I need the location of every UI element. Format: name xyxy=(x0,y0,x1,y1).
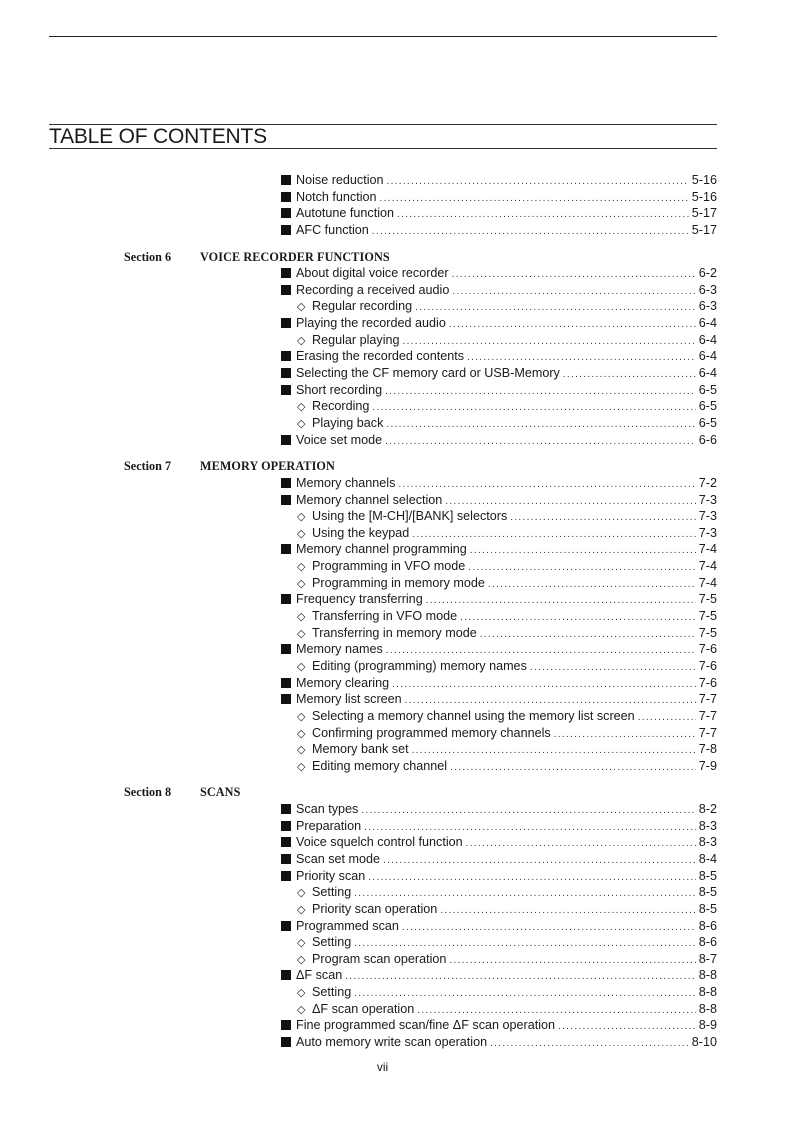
toc-entry-label: Programmed scan xyxy=(296,918,399,933)
toc-entry-label: Memory list screen xyxy=(296,692,402,707)
toc-entry-label: Programming in memory mode xyxy=(312,575,485,590)
toc-entry-page: 7-5 xyxy=(698,625,717,640)
toc-entry-page: 6-3 xyxy=(698,299,717,314)
toc-entry-page: 7-7 xyxy=(698,708,717,723)
toc-entry-label: Selecting a memory channel using the memory list screen xyxy=(312,708,635,723)
toc-entry-page: 7-7 xyxy=(698,692,717,707)
square-bullet-icon xyxy=(281,268,291,278)
toc-entry-page: 8-5 xyxy=(698,885,717,900)
toc-entry-label: Recording xyxy=(312,399,370,414)
table-of-contents xyxy=(0,172,793,1051)
square-bullet-icon xyxy=(281,318,291,328)
dot-leader xyxy=(450,760,696,777)
toc-entry xyxy=(0,625,793,642)
toc-entry-label: Playing the recorded audio xyxy=(296,316,446,331)
toc-entry-page: 7-3 xyxy=(698,525,717,540)
toc-entry-label: Priority scan xyxy=(296,868,366,883)
toc-entry-label: AFC function xyxy=(296,222,369,237)
toc-entry-page: 6-6 xyxy=(698,432,717,447)
toc-entry xyxy=(0,834,793,851)
section-heading xyxy=(0,784,793,801)
toc-section xyxy=(0,458,793,774)
square-bullet-icon xyxy=(281,644,291,654)
square-bullet-icon xyxy=(281,804,291,814)
toc-entry-label: Voice set mode xyxy=(296,432,383,447)
toc-section xyxy=(0,249,793,449)
toc-entry-label: Short recording xyxy=(296,382,383,397)
toc-entry-page: 5-17 xyxy=(691,206,717,221)
section-number: Section 7 xyxy=(124,459,172,474)
toc-entry xyxy=(0,741,793,758)
toc-entry-page: 7-4 xyxy=(698,575,717,590)
toc-entry xyxy=(0,525,793,542)
page-footer xyxy=(0,1060,793,1074)
toc-entry xyxy=(0,984,793,1001)
toc-entry-label: Scan types xyxy=(296,802,359,817)
toc-entry-page: 7-4 xyxy=(698,559,717,574)
square-bullet-icon xyxy=(281,368,291,378)
toc-entry-page: 8-5 xyxy=(698,868,717,883)
toc-entry-page: 8-3 xyxy=(698,835,717,850)
toc-entry-page: 8-4 xyxy=(698,851,717,866)
toc-entry xyxy=(0,398,793,415)
toc-entry-page: 8-8 xyxy=(698,968,717,983)
toc-entry-label: Fine programmed scan/fine ΔF scan operation xyxy=(296,1018,556,1033)
toc-entry-label: Frequency transferring xyxy=(296,592,423,607)
diamond-bullet-icon: ◇ xyxy=(297,744,306,757)
square-bullet-icon xyxy=(281,871,291,881)
toc-entry xyxy=(0,172,793,189)
square-bullet-icon xyxy=(281,495,291,505)
square-bullet-icon xyxy=(281,285,291,295)
diamond-bullet-icon: ◇ xyxy=(297,627,306,640)
toc-entry-page: 8-10 xyxy=(691,1035,717,1050)
square-bullet-icon xyxy=(281,970,291,980)
toc-entry-label: Regular playing xyxy=(312,332,400,347)
toc-entry xyxy=(0,934,793,951)
square-bullet-icon xyxy=(281,1020,291,1030)
toc-entry-page: 7-3 xyxy=(698,509,717,524)
toc-entry-label: Programming in VFO mode xyxy=(312,559,466,574)
toc-entry xyxy=(0,818,793,835)
diamond-bullet-icon: ◇ xyxy=(297,417,306,430)
toc-entry-line xyxy=(281,1034,717,1053)
toc-entry-page: 7-2 xyxy=(698,475,717,490)
toc-entry-label: Memory channel selection xyxy=(296,492,443,507)
toc-entry xyxy=(0,508,793,525)
square-bullet-icon xyxy=(281,192,291,202)
toc-section xyxy=(0,784,793,1050)
toc-entry-label: About digital voice recorder xyxy=(296,266,449,281)
toc-entry-page: 8-6 xyxy=(698,935,717,950)
toc-entry-label: Selecting the CF memory card or USB-Memory xyxy=(296,366,560,381)
toc-entry-page: 7-6 xyxy=(698,675,717,690)
toc-entry xyxy=(0,658,793,675)
toc-entry-label: Notch function xyxy=(296,189,377,204)
toc-entry xyxy=(0,265,793,282)
square-bullet-icon xyxy=(281,385,291,395)
toc-entry xyxy=(0,382,793,399)
toc-entry-page: 7-6 xyxy=(698,658,717,673)
toc-entry xyxy=(0,432,793,449)
toc-entry-page: 6-4 xyxy=(698,316,717,331)
square-bullet-icon xyxy=(281,544,291,554)
toc-entry-line xyxy=(281,222,717,241)
toc-entry xyxy=(0,298,793,315)
toc-entry xyxy=(0,608,793,625)
toc-entry xyxy=(0,315,793,332)
toc-entry xyxy=(0,918,793,935)
toc-entry-page: 8-2 xyxy=(698,802,717,817)
diamond-bullet-icon: ◇ xyxy=(297,760,306,773)
diamond-bullet-icon: ◇ xyxy=(297,727,306,740)
toc-entry xyxy=(0,558,793,575)
toc-entry-page: 7-3 xyxy=(698,492,717,507)
toc-entry xyxy=(0,675,793,692)
continued-block xyxy=(0,172,793,239)
square-bullet-icon xyxy=(281,208,291,218)
toc-entry-label: Auto memory write scan operation xyxy=(296,1035,488,1050)
diamond-bullet-icon: ◇ xyxy=(297,401,306,414)
toc-entry-page: 8-8 xyxy=(698,1001,717,1016)
diamond-bullet-icon: ◇ xyxy=(297,953,306,966)
toc-entry xyxy=(0,189,793,206)
square-bullet-icon xyxy=(281,478,291,488)
toc-entry xyxy=(0,901,793,918)
diamond-bullet-icon: ◇ xyxy=(297,937,306,950)
toc-entry-label: Program scan operation xyxy=(312,951,447,966)
square-bullet-icon xyxy=(281,694,291,704)
toc-entry-label: Playing back xyxy=(312,415,384,430)
toc-entry-label: Erasing the recorded contents xyxy=(296,349,465,364)
toc-entry xyxy=(0,282,793,299)
toc-entry-page: 8-3 xyxy=(698,818,717,833)
section-heading xyxy=(0,249,793,266)
dot-leader xyxy=(372,224,689,241)
toc-entry-page: 7-5 xyxy=(698,592,717,607)
toc-entry-page: 6-3 xyxy=(698,282,717,297)
toc-entry-page: 5-17 xyxy=(691,222,717,237)
toc-entry-label: Transferring in memory mode xyxy=(312,625,477,640)
toc-entry-label: Setting xyxy=(312,885,352,900)
square-bullet-icon xyxy=(281,435,291,445)
square-bullet-icon xyxy=(281,594,291,604)
toc-entry-label: Transferring in VFO mode xyxy=(312,609,458,624)
toc-entry xyxy=(0,575,793,592)
toc-entry-label: Memory clearing xyxy=(296,675,390,690)
square-bullet-icon xyxy=(281,821,291,831)
toc-entry xyxy=(0,541,793,558)
toc-entry-page: 6-4 xyxy=(698,349,717,364)
toc-entry-label: ΔF scan xyxy=(296,968,343,983)
section-number: Section 8 xyxy=(124,785,172,800)
diamond-bullet-icon: ◇ xyxy=(297,1003,306,1016)
square-bullet-icon xyxy=(281,1037,291,1047)
diamond-bullet-icon: ◇ xyxy=(297,660,306,673)
toc-entry xyxy=(0,205,793,222)
toc-entry-page: 5-16 xyxy=(691,189,717,204)
toc-entry xyxy=(0,725,793,742)
toc-entry xyxy=(0,415,793,432)
toc-entry-label: ΔF scan operation xyxy=(312,1001,415,1016)
diamond-bullet-icon: ◇ xyxy=(297,611,306,624)
toc-entry xyxy=(0,222,793,239)
section-title: VOICE RECORDER FUNCTIONS xyxy=(200,249,390,264)
toc-entry xyxy=(0,691,793,708)
toc-entry-page: 6-5 xyxy=(698,399,717,414)
toc-entry-page: 6-2 xyxy=(698,266,717,281)
top-rule xyxy=(49,36,717,37)
square-bullet-icon xyxy=(281,351,291,361)
toc-entry-label: Using the [M-CH]/[BANK] selectors xyxy=(312,509,508,524)
toc-entry-label: Editing memory channel xyxy=(312,758,448,773)
toc-entry xyxy=(0,758,793,775)
toc-entry-label: Regular recording xyxy=(312,299,413,314)
toc-entry-page: 7-5 xyxy=(698,609,717,624)
dot-leader xyxy=(490,1036,689,1053)
toc-entry xyxy=(0,967,793,984)
diamond-bullet-icon: ◇ xyxy=(297,710,306,723)
toc-entry-label: Using the keypad xyxy=(312,525,410,540)
toc-entry xyxy=(0,492,793,509)
toc-entry-label: Scan set mode xyxy=(296,851,381,866)
page-number: vii xyxy=(376,1060,389,1074)
toc-entry-page: 8-6 xyxy=(698,918,717,933)
diamond-bullet-icon: ◇ xyxy=(297,903,306,916)
diamond-bullet-icon: ◇ xyxy=(297,511,306,524)
diamond-bullet-icon: ◇ xyxy=(297,527,306,540)
toc-entry-page: 7-9 xyxy=(698,758,717,773)
toc-entry-label: Noise reduction xyxy=(296,173,384,187)
toc-entry-label: Confirming programmed memory channels xyxy=(312,725,551,740)
toc-entry xyxy=(0,951,793,968)
toc-entry-page: 6-5 xyxy=(698,382,717,397)
diamond-bullet-icon: ◇ xyxy=(297,561,306,574)
section-heading xyxy=(0,458,793,475)
toc-entry-label: Memory channels xyxy=(296,475,396,490)
page-title: TABLE OF CONTENTS xyxy=(49,124,717,149)
toc-entry-page: 7-4 xyxy=(698,542,717,557)
toc-entry-page: 6-4 xyxy=(698,366,717,381)
toc-entry xyxy=(0,591,793,608)
toc-entry xyxy=(0,708,793,725)
toc-entry-label: Priority scan operation xyxy=(312,901,438,916)
toc-entry-label: Memory channel programming xyxy=(296,542,467,557)
toc-entry-page: 7-7 xyxy=(698,725,717,740)
diamond-bullet-icon: ◇ xyxy=(297,334,306,347)
toc-entry-page: 6-4 xyxy=(698,332,717,347)
toc-entry-label: Editing (programming) memory names xyxy=(312,658,527,673)
diamond-bullet-icon: ◇ xyxy=(297,301,306,314)
toc-entry-page: 8-5 xyxy=(698,901,717,916)
toc-entry xyxy=(0,641,793,658)
square-bullet-icon xyxy=(281,678,291,688)
toc-entry-page: 8-8 xyxy=(698,985,717,1000)
toc-entry-label: Setting xyxy=(312,935,352,950)
toc-entry-page: 8-9 xyxy=(698,1018,717,1033)
toc-entry xyxy=(0,868,793,885)
diamond-bullet-icon: ◇ xyxy=(297,987,306,1000)
toc-entry xyxy=(0,348,793,365)
toc-entry-label: Memory bank set xyxy=(312,742,409,757)
toc-entry-label: Voice squelch control function xyxy=(296,835,463,850)
square-bullet-icon xyxy=(281,837,291,847)
toc-entry-line xyxy=(281,432,717,451)
toc-entry xyxy=(0,801,793,818)
square-bullet-icon xyxy=(281,225,291,235)
toc-entry-page: 6-5 xyxy=(698,415,717,430)
toc-entry xyxy=(0,475,793,492)
toc-entry xyxy=(0,884,793,901)
toc-entry xyxy=(0,1001,793,1018)
square-bullet-icon xyxy=(281,854,291,864)
toc-entry-line xyxy=(297,758,717,777)
toc-entry-label: Setting xyxy=(312,985,352,1000)
diamond-bullet-icon: ◇ xyxy=(297,887,306,900)
toc-entry-label: Memory names xyxy=(296,642,383,657)
toc-entry xyxy=(0,365,793,382)
square-bullet-icon xyxy=(281,921,291,931)
toc-entry xyxy=(0,1034,793,1051)
toc-entry-label: Recording a received audio xyxy=(296,282,450,297)
section-number: Section 6 xyxy=(124,249,172,264)
toc-entry-page: 7-8 xyxy=(698,742,717,757)
square-bullet-icon xyxy=(281,175,291,185)
toc-entry-page: 8-7 xyxy=(698,951,717,966)
toc-entry-page: 7-6 xyxy=(698,642,717,657)
toc-entry-label: Preparation xyxy=(296,818,362,833)
toc-entry xyxy=(0,851,793,868)
toc-entry-label: Autotune function xyxy=(296,206,395,221)
toc-entry-page: 5-16 xyxy=(691,173,717,187)
section-title: SCANS xyxy=(200,785,241,800)
toc-entry xyxy=(0,332,793,349)
section-title: MEMORY OPERATION xyxy=(200,459,335,474)
diamond-bullet-icon: ◇ xyxy=(297,577,306,590)
toc-entry xyxy=(0,1017,793,1034)
dot-leader xyxy=(385,434,696,451)
